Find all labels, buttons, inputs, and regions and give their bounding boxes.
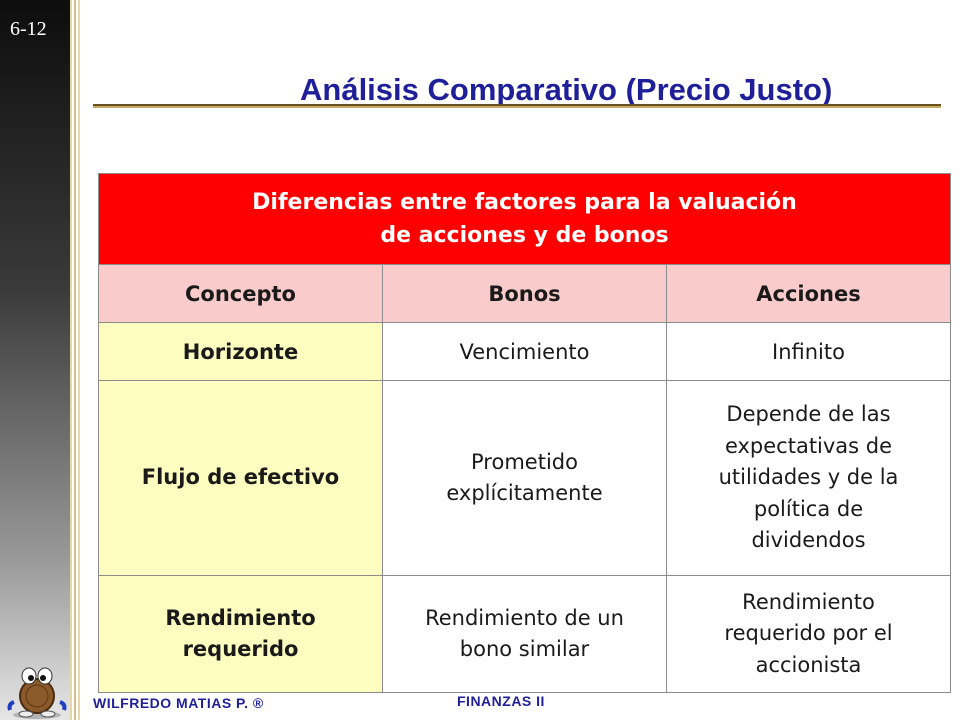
cell-line: Rendimiento — [165, 605, 316, 630]
comparison-table — [98, 173, 951, 693]
table-title-line-2: de acciones y de bonos — [380, 223, 669, 248]
column-header-acciones: Acciones — [667, 265, 951, 323]
table-row — [99, 323, 951, 381]
cell-line: dividendos — [751, 528, 866, 553]
title-underline — [93, 104, 941, 108]
cell-line: política de — [753, 496, 864, 521]
concept-cell — [99, 381, 383, 576]
course-footer: FINANZAS II — [457, 693, 545, 709]
cell-line: requerido — [182, 637, 299, 661]
cell-line: Infinito — [772, 339, 845, 364]
author-footer: WILFREDO MATIAS P. ® — [93, 695, 264, 711]
cell-line: Prometido — [471, 449, 578, 474]
cell-line: Flujo de efectivo — [141, 465, 340, 490]
slide-title: Análisis Comparativo (Precio Justo) — [300, 72, 833, 107]
table-title-line-1: Diferencias entre factores para la valuación — [252, 190, 797, 215]
table-title — [99, 174, 951, 265]
cell-line: utilidades y de la — [718, 465, 899, 490]
cell-line: Horizonte — [182, 339, 299, 364]
cell-line: accionista — [755, 652, 862, 677]
cell-line: Depende de las — [726, 402, 891, 427]
cell-line: explícitamente — [446, 481, 603, 505]
bonos-cell — [383, 323, 667, 381]
acciones-cell — [667, 381, 951, 576]
coin-mascot-icon — [4, 660, 70, 720]
table-row — [99, 381, 951, 576]
cell-line: Vencimiento — [459, 339, 590, 364]
cell-line: Rendimiento de un — [425, 605, 624, 630]
table-row — [99, 576, 951, 693]
bonos-cell — [383, 576, 667, 693]
concept-cell — [99, 576, 383, 693]
sidebar-gradient — [0, 0, 70, 720]
acciones-cell — [667, 323, 951, 381]
cell-line: Rendimiento — [742, 589, 875, 614]
cell-line: bono similar — [459, 637, 590, 661]
column-header-concepto: Concepto — [99, 265, 383, 323]
sidebar-stripes — [70, 0, 82, 720]
concept-cell — [99, 323, 383, 381]
column-header-bonos: Bonos — [383, 265, 667, 323]
cell-line: requerido por el — [724, 621, 893, 646]
acciones-cell — [667, 576, 951, 693]
slide-number: 6-12 — [10, 18, 47, 40]
cell-line: expectativas de — [724, 433, 893, 458]
bonos-cell — [383, 381, 667, 576]
column-header-row — [99, 265, 951, 323]
